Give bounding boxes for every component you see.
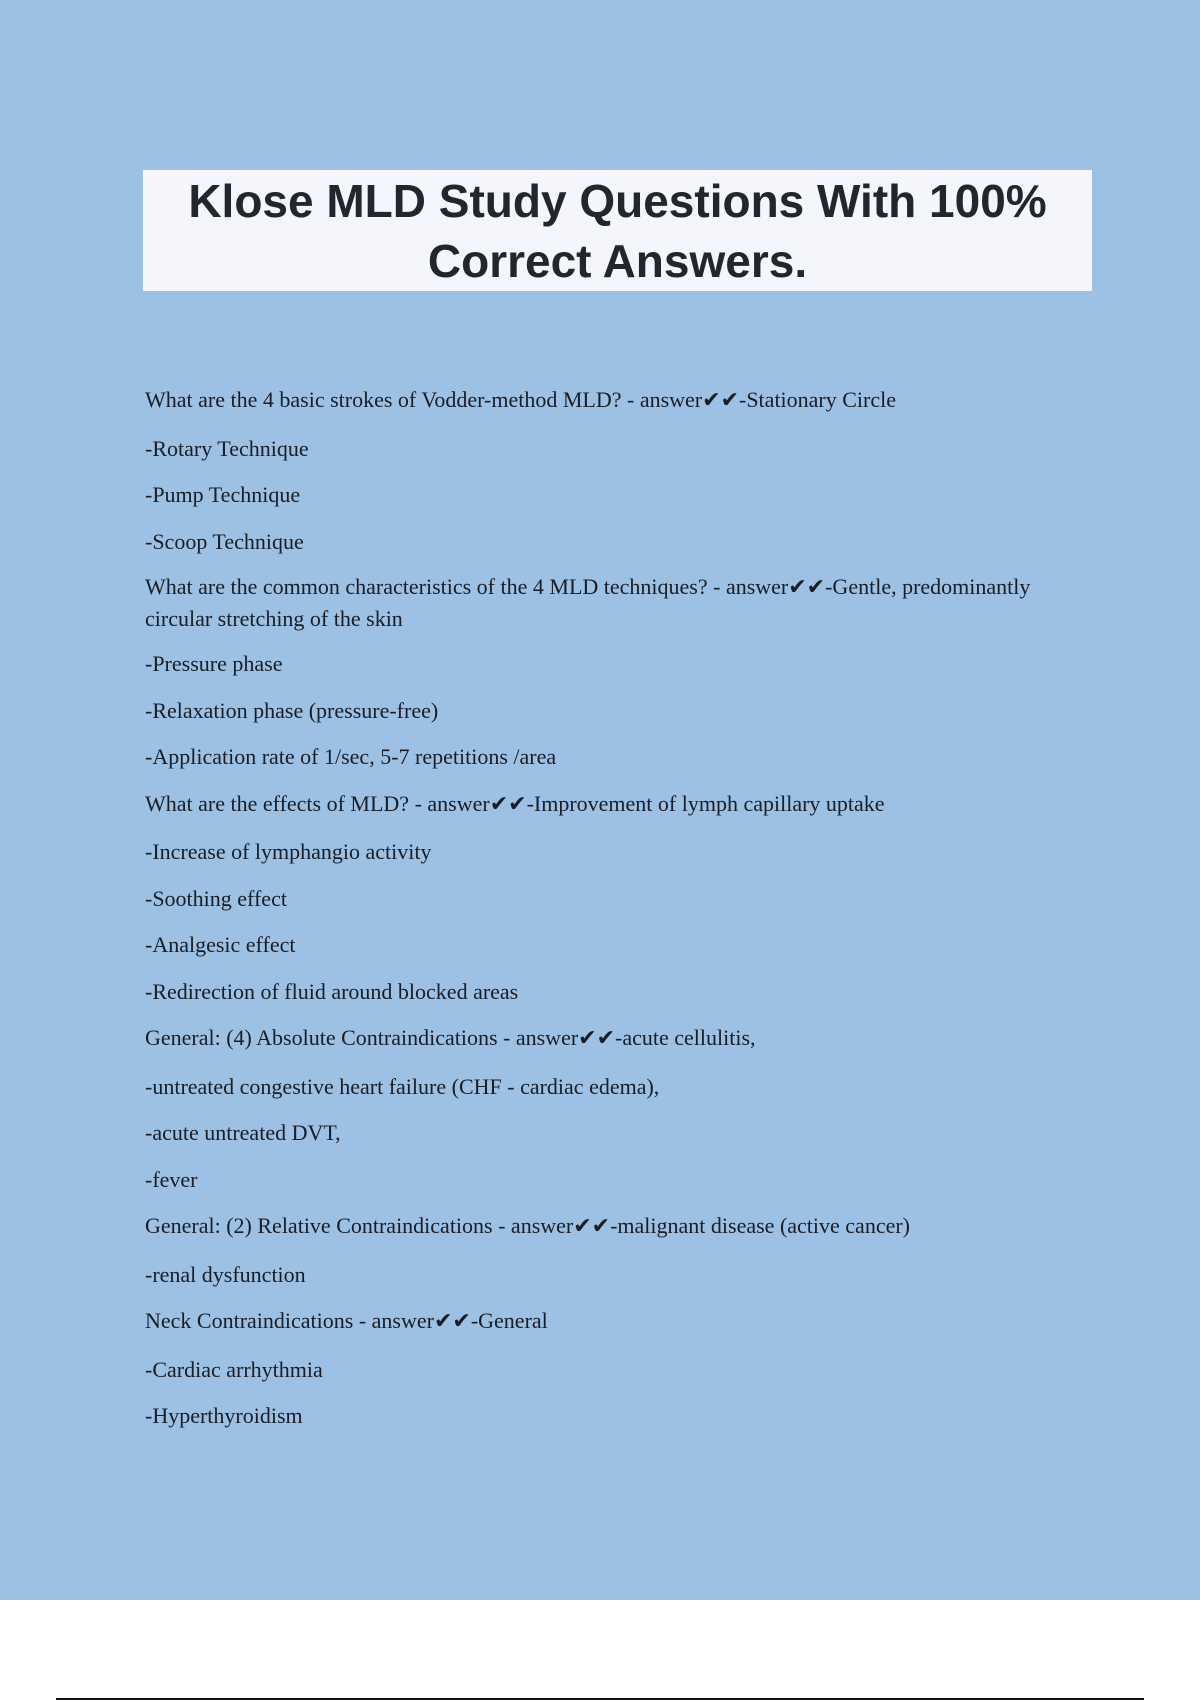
answer-line: -Soothing effect xyxy=(145,885,287,911)
answer-line: -Analgesic effect xyxy=(145,932,296,957)
answer-line: -renal dysfunction xyxy=(145,1261,306,1287)
question-line: General: (4) Absolute Contraindications - answer✔✔-acute cellulitis, xyxy=(145,1025,756,1050)
document-title: Klose MLD Study Questions With 100% Correct Answers. xyxy=(188,174,1047,287)
answer-line: -Rotary Technique xyxy=(145,435,309,461)
answer-line: -untreated congestive heart failure (CHF - cardiac edema), xyxy=(145,1073,660,1099)
answer-line: -Increase of lymphangio activity xyxy=(145,839,432,864)
question-line: What are the effects of MLD? - answer✔✔-Improvement of lymph capillary uptake xyxy=(145,790,885,816)
answer-line: -Scoop Technique xyxy=(145,528,304,554)
answer-line: -acute untreated DVT, xyxy=(145,1120,341,1145)
study-questions xyxy=(145,383,1045,1446)
question-line: Neck Contraindications - answer✔✔-General xyxy=(145,1308,548,1333)
answer-line: -Pressure phase xyxy=(145,651,283,676)
answer-line: -Relaxation phase (pressure-free) xyxy=(145,697,439,723)
answer-line: -Application rate of 1/sec, 5-7 repetitions /area xyxy=(145,744,557,769)
question-line: What are the 4 basic strokes of Vodder-method MLD? - answer✔✔-Stationary Circle xyxy=(145,387,897,412)
answer-line: -fever xyxy=(145,1166,198,1192)
question-line: What are the common characteristics of the 4 MLD techniques? - answer✔✔-Gentle, predominantly circular stretching of the skin xyxy=(145,574,1031,631)
question-line: General: (2) Relative Contraindications - answer✔✔-malignant disease (active cancer) xyxy=(145,1213,910,1238)
answer-line: -Hyperthyroidism xyxy=(145,1403,303,1428)
answer-line: -Redirection of fluid around blocked areas xyxy=(145,978,519,1004)
answer-line: -Cardiac arrhythmia xyxy=(145,1356,323,1382)
answer-line: -Pump Technique xyxy=(145,482,301,507)
title-banner xyxy=(143,170,1092,291)
